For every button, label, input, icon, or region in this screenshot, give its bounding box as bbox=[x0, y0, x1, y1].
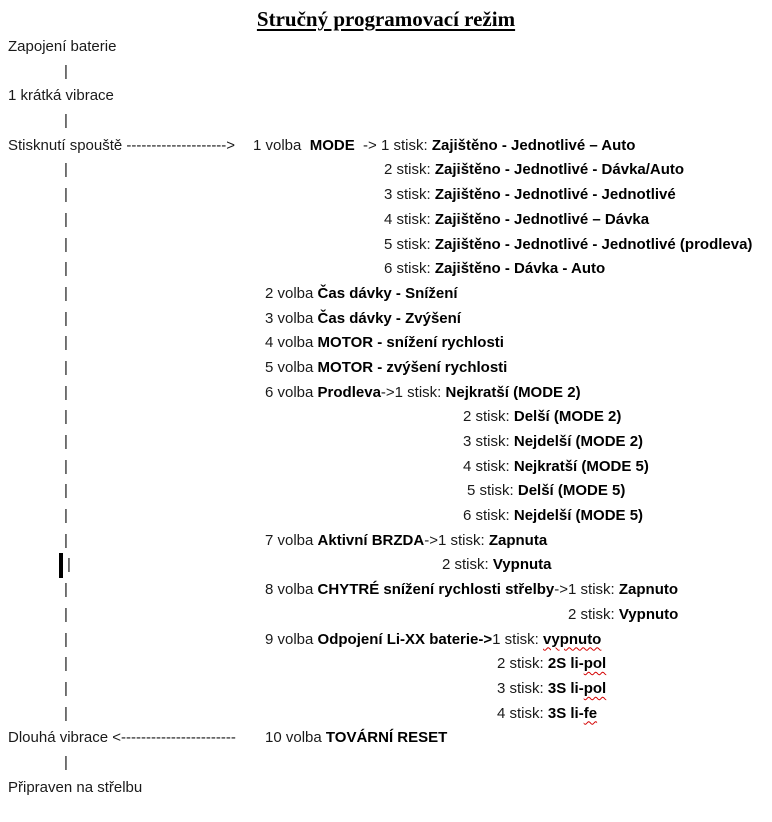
flow-text-bold: MODE bbox=[309, 136, 355, 154]
flow-text-bold: Vypnuta bbox=[492, 556, 552, 574]
flow-row bbox=[0, 603, 772, 628]
connector-pipe: | bbox=[64, 655, 68, 673]
flow-text-part: 3 stisk: bbox=[497, 679, 548, 697]
connector-pipe: | bbox=[64, 679, 68, 697]
flow-row bbox=[0, 776, 772, 801]
connector-pipe: | bbox=[64, 358, 68, 376]
flow-text bbox=[265, 728, 447, 748]
flow-row bbox=[0, 331, 772, 356]
connector-pipe: | bbox=[64, 605, 68, 623]
flow-text-part: Připraven na střelbu bbox=[8, 778, 143, 796]
flow-text bbox=[253, 136, 635, 156]
flow-text-part: 6 volba bbox=[265, 383, 318, 401]
connector-pipe: | bbox=[64, 630, 68, 648]
flow-text bbox=[384, 259, 605, 279]
misspelled-word: fe bbox=[583, 704, 598, 722]
flow-text-part: 9 volba bbox=[265, 630, 318, 648]
flow-text bbox=[463, 432, 643, 452]
flow-text-bold: MOTOR - zvýšení rychlosti bbox=[317, 358, 508, 376]
flow-row bbox=[0, 257, 772, 282]
flow-text bbox=[384, 210, 649, 230]
flow-text-bold: Nejdelší (MODE 5) bbox=[513, 507, 644, 525]
flow-row bbox=[0, 35, 772, 60]
flow-row bbox=[0, 158, 772, 183]
flow-text-bold: 3S li- bbox=[547, 679, 584, 697]
misspelled-word: pol bbox=[583, 679, 607, 697]
flow-text-bold: Delší (MODE 5) bbox=[517, 482, 626, 500]
flow-text bbox=[463, 407, 621, 427]
misspelled-word: pol bbox=[583, 655, 607, 673]
flow-row bbox=[0, 677, 772, 702]
flow-text-part: 1 krátká vibrace bbox=[8, 87, 114, 105]
connector-pipe: | bbox=[64, 507, 68, 525]
flow-text-part: Zapojení baterie bbox=[8, 38, 117, 55]
flow-text-part: 6 stisk: bbox=[463, 507, 514, 525]
flow-text-bold: Zajištěno - Jednotlivé – Dávka bbox=[434, 210, 650, 228]
connector-pipe: | bbox=[64, 186, 68, 204]
flow-text-bold: CHYTRÉ snížení rychlosti střelby bbox=[317, 581, 555, 599]
flow-row bbox=[0, 578, 772, 603]
connector-pipe: | bbox=[67, 556, 71, 574]
flow-row bbox=[0, 726, 772, 751]
flow-text bbox=[265, 284, 458, 304]
flow-text-part: 3 volba bbox=[265, 309, 318, 327]
flow-text-part: 1 volba bbox=[253, 136, 310, 154]
flow-text bbox=[384, 160, 684, 180]
flow-text bbox=[265, 580, 678, 600]
flow-text bbox=[467, 481, 625, 501]
connector-pipe: | bbox=[64, 753, 68, 771]
flow-text bbox=[265, 531, 547, 551]
connector-pipe: | bbox=[64, 531, 68, 549]
flow-text-part: ->1 stisk: bbox=[554, 581, 619, 599]
flow-text-part: 2 stisk: bbox=[463, 408, 514, 426]
flow-text-part: 2 stisk: bbox=[497, 655, 548, 673]
flow-text-bold: 3S li- bbox=[547, 704, 584, 722]
flow-text-part: 4 stisk: bbox=[463, 457, 514, 475]
misspelled-word: vypnuto bbox=[543, 630, 602, 648]
connector-pipe: | bbox=[64, 383, 68, 401]
flow-text-part: 5 stisk: bbox=[467, 482, 518, 500]
flow-row bbox=[0, 183, 772, 208]
flow-text-part: 4 stisk: bbox=[384, 210, 435, 228]
flow-text-part: 5 stisk: bbox=[384, 235, 435, 253]
connector-pipe: | bbox=[64, 260, 68, 278]
connector-pipe: | bbox=[64, 235, 68, 253]
flow-row bbox=[0, 628, 772, 653]
flow-text-part: 2 volba bbox=[265, 284, 318, 302]
flow-text bbox=[497, 679, 606, 699]
connector-pipe: | bbox=[64, 334, 68, 352]
flow-text-part: 2 stisk: bbox=[384, 161, 435, 179]
flow-text-part: 1 stisk: bbox=[492, 630, 544, 648]
connector-pipe: | bbox=[64, 704, 68, 722]
flow-text bbox=[265, 630, 601, 650]
flow-row bbox=[0, 455, 772, 480]
flow-text bbox=[265, 309, 461, 329]
flow-row bbox=[0, 356, 772, 381]
flow-text-bold: Nejkratší (MODE 2) bbox=[445, 383, 581, 401]
flow-text-part: Stisknutí spouště --------------------> bbox=[8, 136, 236, 154]
flow-text bbox=[497, 704, 597, 724]
flow-text bbox=[463, 457, 649, 477]
flow-row bbox=[0, 109, 772, 134]
flow-text-bold: Čas dávky - Snížení bbox=[317, 284, 458, 302]
flow-text-bold: Zapnuto bbox=[618, 581, 679, 599]
flow-text-part: -> 1 stisk: bbox=[354, 136, 432, 154]
connector-pipe: | bbox=[64, 210, 68, 228]
flow-text-part: ->1 stisk: bbox=[424, 531, 489, 549]
flow-text bbox=[265, 358, 507, 378]
flow-row bbox=[0, 208, 772, 233]
flow-text bbox=[8, 728, 236, 748]
flow-row bbox=[0, 134, 772, 159]
flow-text-part: 4 stisk: bbox=[497, 704, 548, 722]
flow-text bbox=[8, 37, 116, 57]
flow-text-part: 8 volba bbox=[265, 581, 318, 599]
flow-text-part: Dlouhá vibrace <----------------------- bbox=[8, 729, 236, 747]
flow-row bbox=[0, 233, 772, 258]
flow-row bbox=[0, 652, 772, 677]
flow-row bbox=[0, 307, 772, 332]
flow-text-part: 3 stisk: bbox=[463, 433, 514, 450]
page-title: Stručný programovací režim bbox=[256, 7, 516, 31]
flow-text bbox=[8, 86, 114, 106]
flow-text-part: ->1 stisk: bbox=[380, 383, 446, 401]
text-cursor bbox=[59, 553, 63, 578]
flow-text bbox=[8, 778, 142, 798]
flow-text-part: 6 stisk: bbox=[384, 260, 435, 278]
flow-text-bold: Nejkratší (MODE 5) bbox=[513, 457, 649, 475]
flow-text-part: 2 stisk: bbox=[568, 605, 619, 623]
flow-text-bold: MOTOR - snížení rychlosti bbox=[317, 334, 504, 352]
flow-row bbox=[0, 84, 772, 109]
flow-text-bold: Zapnuta bbox=[488, 531, 548, 549]
flow-text-bold: Čas dávky - Zvýšení bbox=[317, 309, 461, 327]
flow-text bbox=[384, 185, 676, 205]
flow-text-bold: Zajištěno - Jednotlivé - Dávka/Auto bbox=[434, 161, 685, 179]
flow-text-bold: Delší (MODE 2) bbox=[513, 408, 622, 426]
flow-text-bold: Zajištěno - Jednotlivé – Auto bbox=[431, 136, 636, 154]
flow-row bbox=[0, 553, 772, 578]
flow-row bbox=[0, 504, 772, 529]
flow-text-bold: Zajištěno - Jednotlivé - Jednotlivé bbox=[434, 186, 676, 204]
connector-pipe: | bbox=[64, 581, 68, 599]
flow-text-bold: TOVÁRNÍ RESET bbox=[325, 729, 448, 747]
flow-text-bold: Nejdelší (MODE 2) bbox=[513, 433, 644, 450]
flow-text bbox=[384, 235, 752, 255]
connector-pipe: | bbox=[64, 112, 68, 130]
flow-text-bold: Zajištěno - Dávka - Auto bbox=[434, 260, 606, 278]
connector-pipe: | bbox=[64, 482, 68, 500]
flow-row bbox=[0, 282, 772, 307]
flow-text-bold: Aktivní BRZDA bbox=[317, 531, 425, 549]
flow-row bbox=[0, 751, 772, 776]
flow-row bbox=[0, 529, 772, 554]
connector-pipe: | bbox=[64, 457, 68, 475]
connector-pipe: | bbox=[64, 309, 68, 327]
flow-text-bold: 2S li- bbox=[547, 655, 584, 673]
connector-pipe: | bbox=[64, 62, 68, 80]
flow-diagram[interactable] bbox=[0, 35, 772, 800]
connector-pipe: | bbox=[64, 161, 68, 179]
flow-text-bold: Zajištěno - Jednotlivé - Jednotlivé (prodleva) bbox=[434, 235, 753, 253]
connector-pipe: | bbox=[64, 433, 68, 450]
flow-text-part: 10 volba bbox=[265, 729, 326, 747]
flow-row bbox=[0, 702, 772, 727]
flow-row bbox=[0, 430, 772, 455]
flow-text bbox=[265, 383, 581, 403]
flow-row bbox=[0, 60, 772, 85]
flow-text bbox=[8, 136, 235, 156]
flow-text bbox=[497, 654, 606, 674]
connector-pipe: | bbox=[64, 284, 68, 302]
flow-text-part: 5 volba bbox=[265, 358, 318, 376]
flow-text-bold: Odpojení Li-XX baterie-> bbox=[317, 630, 493, 648]
flow-text-part: 4 volba bbox=[265, 334, 318, 352]
flow-text bbox=[442, 555, 551, 575]
flow-row bbox=[0, 479, 772, 504]
flow-text-bold: Prodleva bbox=[317, 383, 381, 401]
flow-text-part: 2 stisk: bbox=[442, 556, 493, 574]
flow-row bbox=[0, 405, 772, 430]
flow-text-part: 3 stisk: bbox=[384, 186, 435, 204]
flow-text bbox=[568, 605, 678, 625]
flow-text-part: 7 volba bbox=[265, 531, 318, 549]
flow-text bbox=[463, 506, 643, 526]
flow-row bbox=[0, 381, 772, 406]
connector-pipe: | bbox=[64, 408, 68, 426]
flow-text bbox=[265, 333, 504, 353]
flow-text-bold: Vypnuto bbox=[618, 605, 679, 623]
